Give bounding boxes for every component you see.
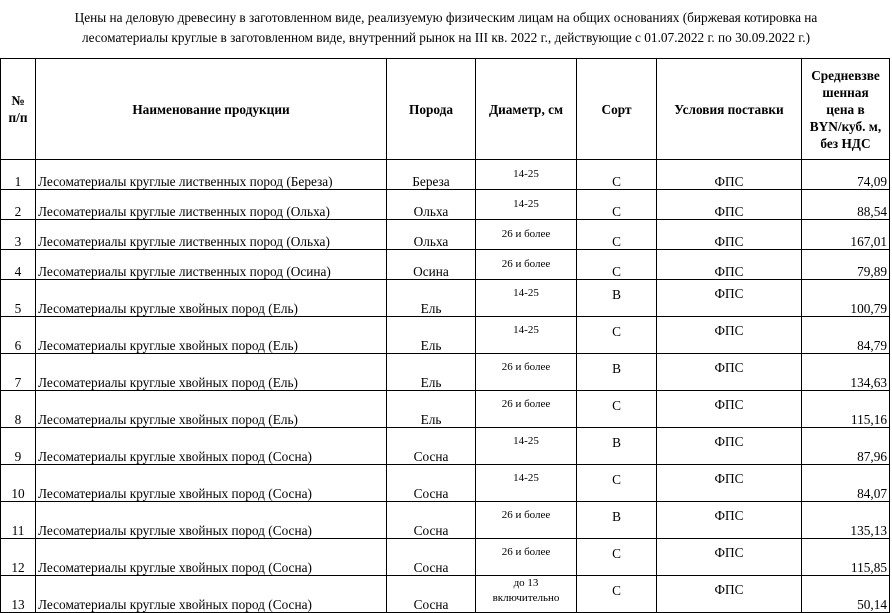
header-price-line2: шенная [822, 84, 869, 100]
row-conditions: ФПС [657, 317, 802, 354]
table-row [1, 354, 890, 391]
table-caption [0, 8, 892, 48]
header-price-line4: BYN/куб. м, [809, 118, 882, 134]
row-conditions: ФПС [657, 576, 802, 613]
header-num-line2: п/п [8, 110, 28, 125]
caption-line-1: Цены на деловую древесину в заготовленном виде, реализуемую физическим лицам на общих основаниях (биржевая котировка на [74, 10, 818, 25]
row-grade: С [577, 160, 657, 190]
row-name: Лесоматериалы круглые лиственных пород (Ольха) [36, 220, 387, 250]
row-price: 135,13 [802, 502, 890, 539]
row-conditions: ФПС [657, 391, 802, 428]
row-num: 11 [1, 502, 36, 539]
row-price: 50,14 [802, 576, 890, 613]
row-num: 5 [1, 280, 36, 317]
row-conditions: ФПС [657, 190, 802, 220]
row-price: 84,79 [802, 317, 890, 354]
table-row [1, 391, 890, 428]
row-species: Сосна [387, 428, 476, 465]
row-conditions: ФПС [657, 539, 802, 576]
row-name: Лесоматериалы круглые хвойных пород (Сосна) [36, 576, 387, 613]
row-name: Лесоматериалы круглые хвойных пород (Ель) [36, 280, 387, 317]
header-row [1, 59, 890, 160]
row-species: Ель [387, 317, 476, 354]
row-grade: С [577, 576, 657, 613]
row-grade: С [577, 317, 657, 354]
row-conditions: ФПС [657, 502, 802, 539]
row-diameter: 14-25 [476, 190, 577, 220]
row-diameter: 26 и более [476, 220, 577, 250]
row-species: Сосна [387, 576, 476, 613]
row-diameter: 26 и более [476, 354, 577, 391]
row-species: Ольха [387, 190, 476, 220]
header-num [1, 59, 36, 160]
price-table [0, 58, 890, 613]
row-diameter [476, 576, 577, 613]
header-grade: Сорт [577, 59, 657, 160]
row-conditions: ФПС [657, 220, 802, 250]
row-diameter: 26 и более [476, 250, 577, 280]
table-row [1, 250, 890, 280]
row-diameter-line1: до 13 [513, 577, 539, 589]
row-price: 167,01 [802, 220, 890, 250]
row-grade: С [577, 539, 657, 576]
row-conditions: ФПС [657, 250, 802, 280]
header-price [802, 59, 890, 160]
row-grade: В [577, 502, 657, 539]
row-name: Лесоматериалы круглые лиственных пород (Береза) [36, 160, 387, 190]
row-num: 10 [1, 465, 36, 502]
row-grade: В [577, 428, 657, 465]
row-name: Лесоматериалы круглые хвойных пород (Ель) [36, 317, 387, 354]
row-species: Сосна [387, 502, 476, 539]
table-row [1, 280, 890, 317]
row-grade: С [577, 220, 657, 250]
row-num: 13 [1, 576, 36, 613]
row-species: Ель [387, 391, 476, 428]
row-species: Сосна [387, 539, 476, 576]
row-price: 87,96 [802, 428, 890, 465]
row-diameter: 14-25 [476, 280, 577, 317]
table-row [1, 428, 890, 465]
row-num: 4 [1, 250, 36, 280]
row-species: Береза [387, 160, 476, 190]
row-diameter-line2: включительно [492, 592, 560, 604]
row-species: Ель [387, 354, 476, 391]
row-price: 84,07 [802, 465, 890, 502]
header-price-line1: Средневзве [811, 67, 880, 83]
header-price-line3: цена в [826, 101, 865, 117]
row-name: Лесоматериалы круглые хвойных пород (Сосна) [36, 465, 387, 502]
row-species: Сосна [387, 465, 476, 502]
row-grade: С [577, 190, 657, 220]
row-diameter: 14-25 [476, 465, 577, 502]
table-row [1, 576, 890, 613]
row-num: 8 [1, 391, 36, 428]
header-species: Порода [387, 59, 476, 160]
row-name: Лесоматериалы круглые хвойных пород (Сосна) [36, 502, 387, 539]
row-price: 100,79 [802, 280, 890, 317]
row-price: 115,85 [802, 539, 890, 576]
row-num: 6 [1, 317, 36, 354]
row-num: 12 [1, 539, 36, 576]
row-conditions: ФПС [657, 160, 802, 190]
row-num: 7 [1, 354, 36, 391]
row-grade: В [577, 280, 657, 317]
row-num: 2 [1, 190, 36, 220]
row-grade: С [577, 250, 657, 280]
row-name: Лесоматериалы круглые хвойных пород (Сосна) [36, 428, 387, 465]
header-diameter: Диаметр, см [476, 59, 577, 160]
header-num-line1: № [11, 93, 25, 108]
row-grade: С [577, 465, 657, 502]
row-diameter: 26 и более [476, 502, 577, 539]
row-name: Лесоматериалы круглые хвойных пород (Ель) [36, 391, 387, 428]
row-price: 134,63 [802, 354, 890, 391]
row-conditions: ФПС [657, 280, 802, 317]
row-name: Лесоматериалы круглые лиственных пород (Ольха) [36, 190, 387, 220]
row-num: 3 [1, 220, 36, 250]
row-name: Лесоматериалы круглые лиственных пород (Осина) [36, 250, 387, 280]
row-diameter: 14-25 [476, 160, 577, 190]
caption-line-2: лесоматериалы круглые в заготовленном виде, внутренний рынок на III кв. 2022 г., действующие с 01.07.2022 г. по 30.09.2022 г.) [81, 30, 811, 45]
row-num: 9 [1, 428, 36, 465]
header-price-line5: без НДС [820, 135, 871, 151]
table-row [1, 190, 890, 220]
row-conditions: ФПС [657, 428, 802, 465]
row-conditions: ФПС [657, 354, 802, 391]
row-diameter: 26 и более [476, 539, 577, 576]
row-price: 74,09 [802, 160, 890, 190]
row-grade: С [577, 391, 657, 428]
table-row [1, 539, 890, 576]
table-row [1, 317, 890, 354]
row-diameter: 14-25 [476, 428, 577, 465]
row-name: Лесоматериалы круглые хвойных пород (Ель) [36, 354, 387, 391]
row-grade: В [577, 354, 657, 391]
header-name: Наименование продукции [36, 59, 387, 160]
row-species: Ель [387, 280, 476, 317]
row-num: 1 [1, 160, 36, 190]
table-row [1, 160, 890, 190]
table-row [1, 220, 890, 250]
table-row [1, 502, 890, 539]
row-price: 79,89 [802, 250, 890, 280]
header-conditions: Условия поставки [657, 59, 802, 160]
row-name: Лесоматериалы круглые хвойных пород (Сосна) [36, 539, 387, 576]
row-conditions: ФПС [657, 465, 802, 502]
row-diameter: 14-25 [476, 317, 577, 354]
table-row [1, 465, 890, 502]
row-price: 88,54 [802, 190, 890, 220]
row-diameter: 26 и более [476, 391, 577, 428]
row-price: 115,16 [802, 391, 890, 428]
row-species: Ольха [387, 220, 476, 250]
row-species: Осина [387, 250, 476, 280]
